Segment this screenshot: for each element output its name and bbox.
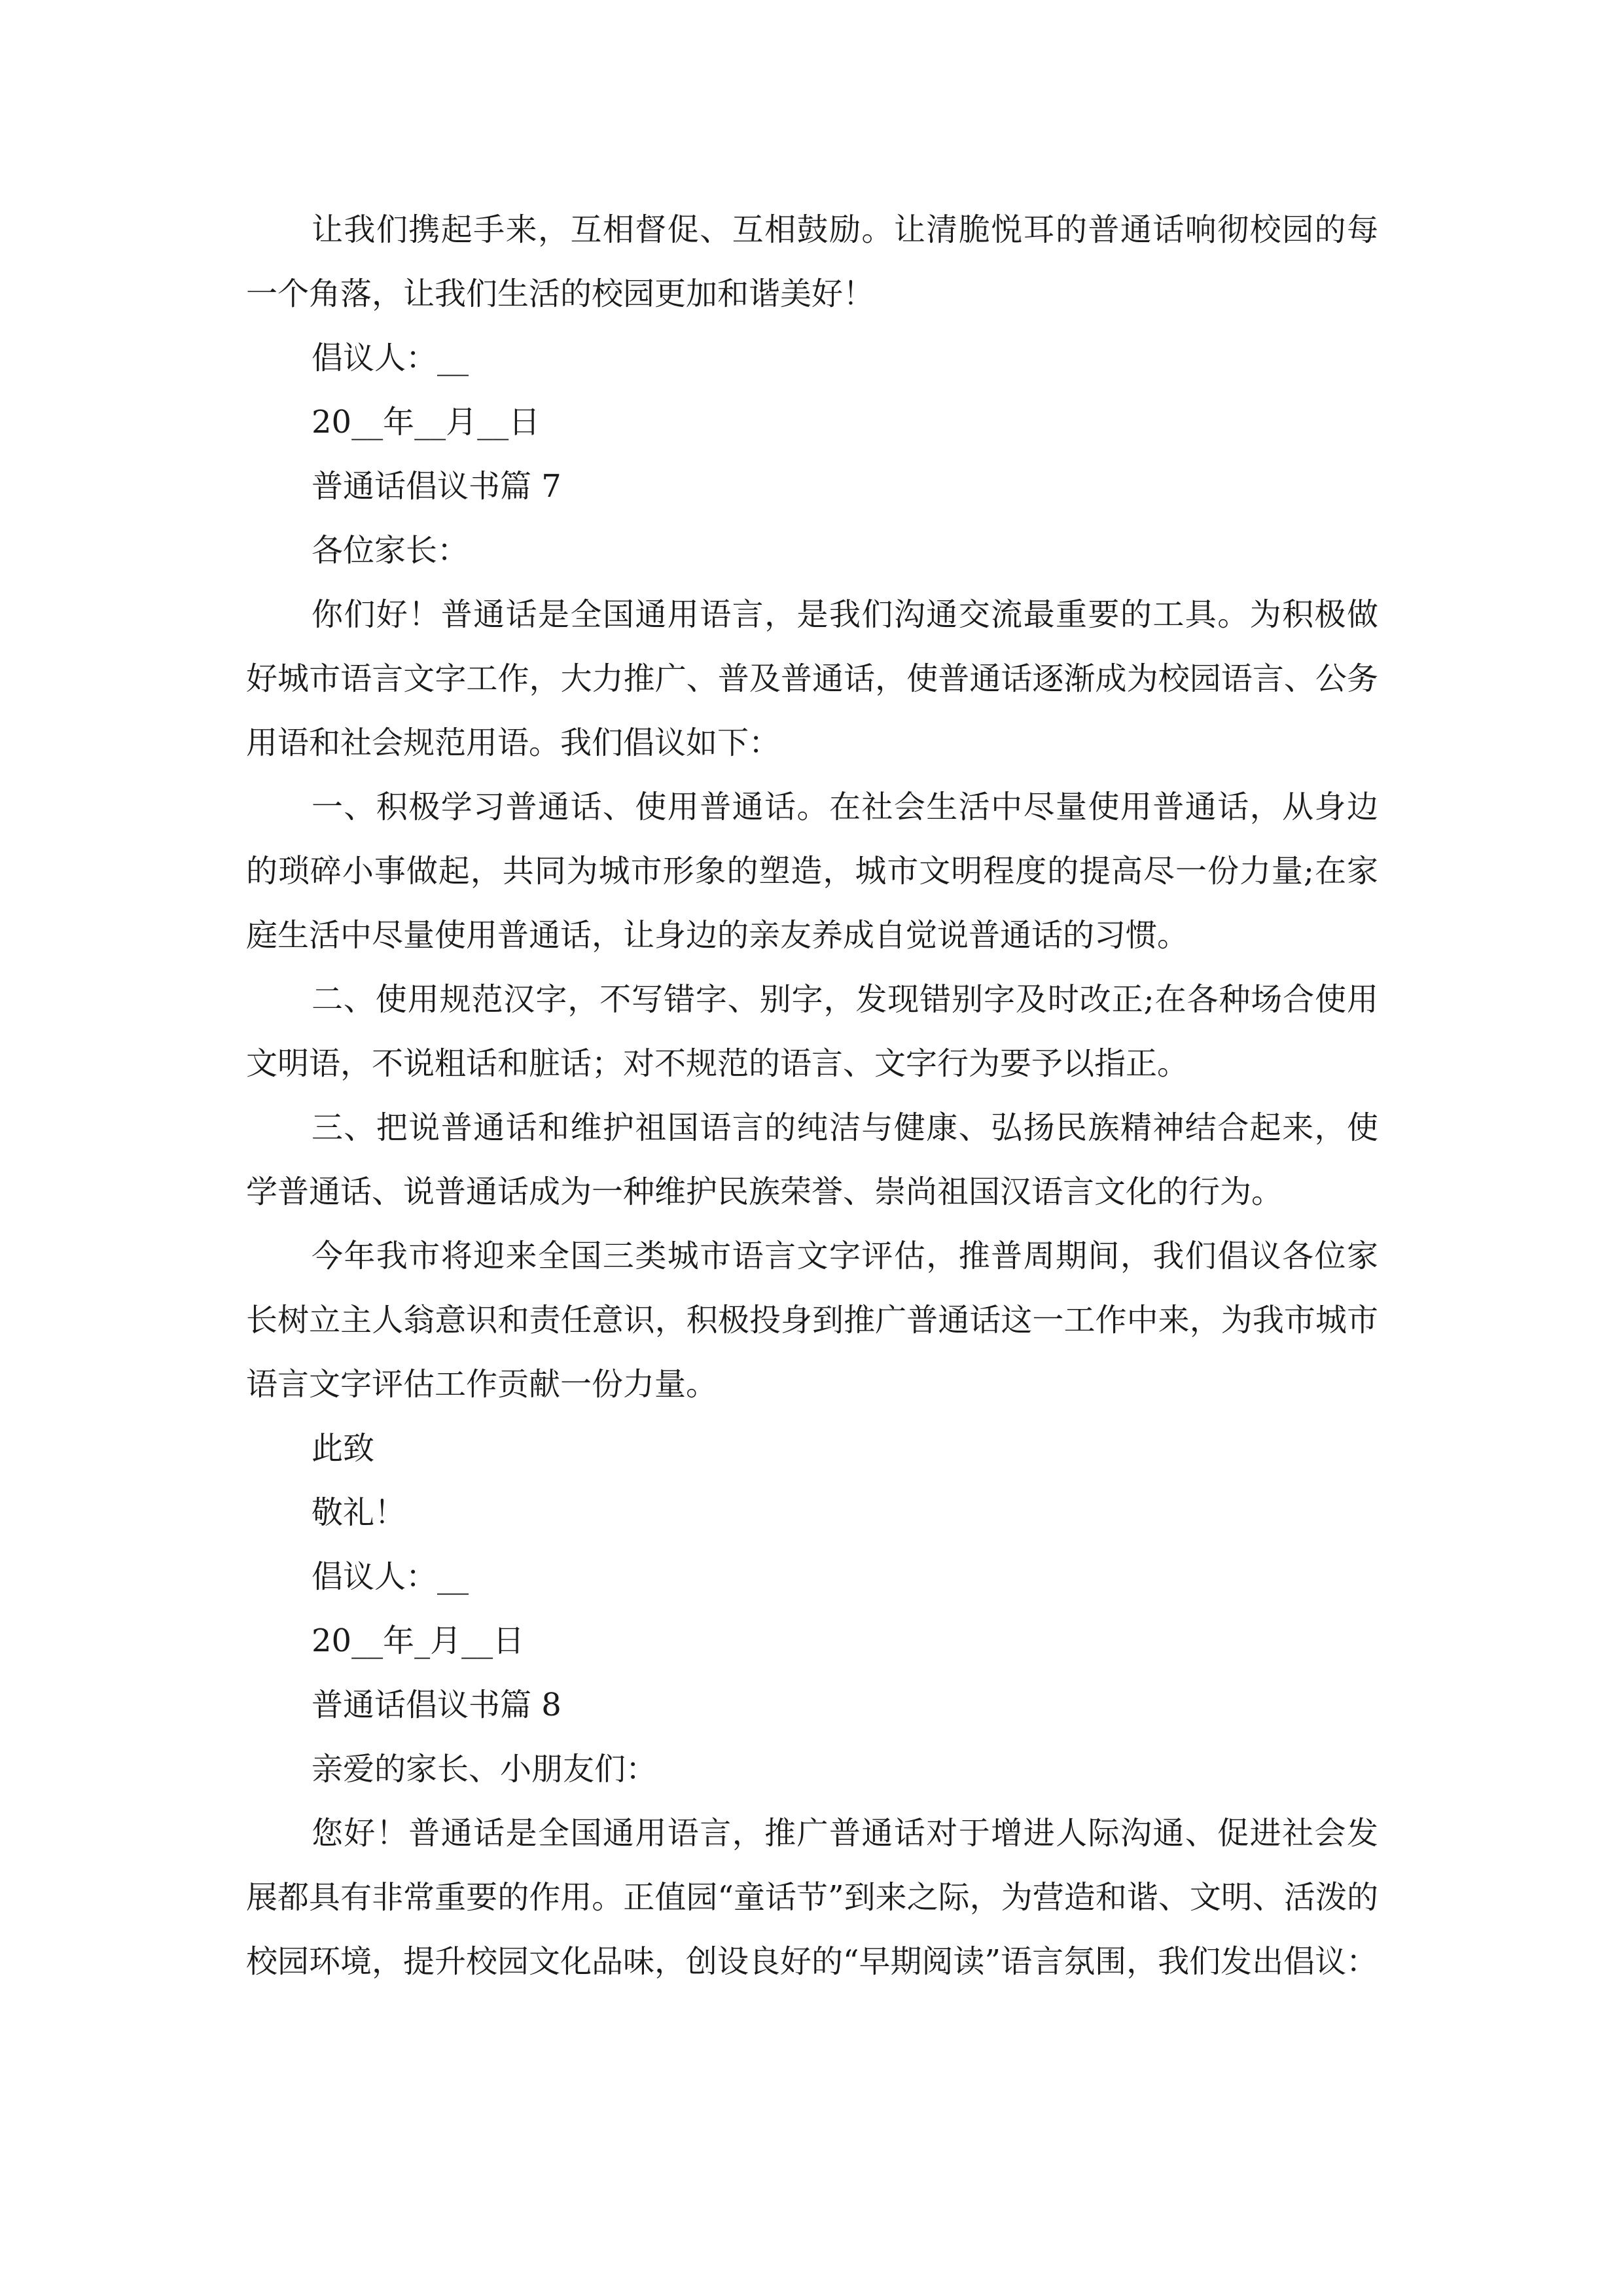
section-heading-7: 普通话倡议书篇 7 — [312, 468, 562, 505]
paragraph-intro-7: 你们好！普通话是全国通用语言，是我们沟通交流最重要的工具。为积极做好城市语言文字工作，大力推广、普及普通话，使普通话逐渐成为校园语言、公务用语和社会规范用语。我们倡议如下： — [246, 596, 1378, 761]
section-heading-8: 普通话倡议书篇 8 — [312, 1687, 562, 1723]
paragraph-initiator-1: 倡议人：__ — [312, 340, 469, 376]
paragraph-cizhi: 此致 — [312, 1430, 375, 1467]
paragraph-initiator-2: 倡议人：__ — [312, 1558, 469, 1595]
paragraph-item-3: 三、把说普通话和维护祖国语言的纯洁与健康、弘扬民族精神结合起来，使学普通话、说普通话成为一种维护民族荣誉、崇尚祖国汉语言文化的行为。 — [246, 1109, 1378, 1210]
document-body — [246, 198, 1378, 1994]
paragraph-appeal-7: 今年我市将迎来全国三类城市语言文字评估，推普周期间，我们倡议各位家长树立主人翁意识和责任意识，积极投身到推广普通话这一工作中来，为我市城市语言文字评估工作贡献一份力量。 — [246, 1238, 1378, 1403]
paragraph-salutation-7: 各位家长： — [312, 532, 469, 569]
paragraph-item-2: 二、使用规范汉字，不写错字、别字，发现错别字及时改正;在各种场合使用文明语，不说粗话和脏话；对不规范的语言、文字行为要予以指正。 — [246, 981, 1378, 1082]
paragraph-item-1: 一、积极学习普通话、使用普通话。在社会生活中尽量使用普通话，从身边的琐碎小事做起，共同为城市形象的塑造，城市文明程度的提高尽一份力量;在家庭生活中尽量使用普通话，让身边的亲友养成自觉说普通话的习惯。 — [246, 789, 1378, 954]
paragraph-closing-appeal: 让我们携起手来，互相督促、互相鼓励。让清脆悦耳的普通话响彻校园的每一个角落，让我们生活的校园更加和谐美好！ — [246, 211, 1378, 312]
paragraph-date-2: 20__年_月__日 — [312, 1623, 525, 1659]
paragraph-intro-8: 您好！普通话是全国通用语言，推广普通话对于增进人际沟通、促进社会发展都具有非常重要的作用。正值园“童话节”到来之际，为营造和谐、文明、活泼的校园环境，提升校园文化品味，创设良好的“早期阅读”语言氛围，我们发出倡议： — [246, 1815, 1378, 1980]
paragraph-jingli: 敬礼！ — [312, 1494, 406, 1531]
paragraph-salutation-8: 亲爱的家长、小朋友们： — [312, 1751, 658, 1787]
paragraph-date-1: 20__年__月__日 — [312, 404, 541, 440]
